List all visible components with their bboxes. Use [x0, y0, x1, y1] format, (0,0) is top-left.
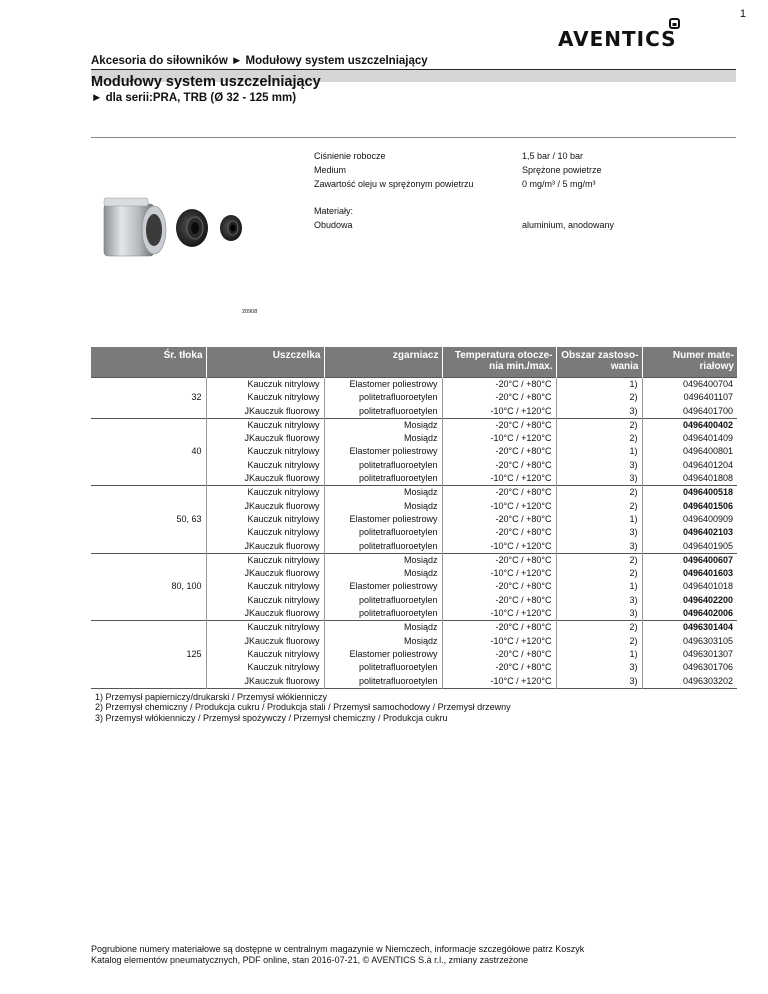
- table-notes: [91, 688, 737, 723]
- cell-seal: Kauczuk nitrylowy: [206, 594, 324, 607]
- cell-application-area: 3): [556, 405, 642, 419]
- aventics-logo: [558, 18, 688, 57]
- cell-piston-diameter: 32: [91, 378, 206, 419]
- cell-wiper: politetrafluoroetylen: [324, 472, 442, 486]
- cell-temperature: -10°C / +120°C: [442, 567, 556, 580]
- page-title: Modułowy system uszczelniający: [91, 74, 321, 90]
- cell-seal: JKauczuk fluorowy: [206, 567, 324, 580]
- cell-temperature: -20°C / +80°C: [442, 391, 556, 404]
- table-group: [91, 486, 737, 553]
- table-row: [91, 378, 737, 392]
- cell-piston-diameter: 50, 63: [91, 486, 206, 553]
- cell-material-number: 0496402200: [682, 594, 733, 605]
- cell-temperature: -20°C / +80°C: [442, 459, 556, 472]
- cell-wiper: Mosiądz: [324, 418, 442, 432]
- cell-material-number: 0496401409: [682, 433, 733, 444]
- cell-wiper: Mosiądz: [324, 567, 442, 580]
- note-2: 2) Przemysł chemiczny / Produkcja cukru / Produkcja stali / Przemysł samochodowy / Przemysł drzewny: [95, 702, 511, 713]
- cell-wiper: Mosiądz: [324, 500, 442, 513]
- cell-application-area: 1): [556, 445, 642, 458]
- cell-application-area: 2): [556, 418, 642, 432]
- cell-seal: JKauczuk fluorowy: [206, 500, 324, 513]
- cell-temperature: -20°C / +80°C: [442, 418, 556, 432]
- cell-temperature: -10°C / +120°C: [442, 500, 556, 513]
- cell-application-area: 2): [556, 553, 642, 567]
- cell-wiper: Elastomer poliestrowy: [324, 648, 442, 661]
- cell-wiper: Mosiądz: [324, 621, 442, 635]
- cell-application-area: 3): [556, 459, 642, 472]
- cell-temperature: -10°C / +120°C: [442, 540, 556, 554]
- cell-temperature: -10°C / +120°C: [442, 635, 556, 648]
- header-material-number: Numer mate- riałowy: [642, 347, 737, 378]
- cell-seal: Kauczuk nitrylowy: [206, 580, 324, 593]
- footer: [91, 944, 584, 966]
- cell-wiper: Elastomer poliestrowy: [324, 580, 442, 593]
- cell-wiper: politetrafluoroetylen: [324, 607, 442, 621]
- cell-seal: JKauczuk fluorowy: [206, 675, 324, 689]
- cell-seal: Kauczuk nitrylowy: [206, 445, 324, 458]
- cell-temperature: -20°C / +80°C: [442, 378, 556, 392]
- cell-temperature: -20°C / +80°C: [442, 648, 556, 661]
- cell-seal: JKauczuk fluorowy: [206, 635, 324, 648]
- spec-value-pressure: 1,5 bar / 10 bar: [522, 151, 584, 161]
- cell-wiper: politetrafluoroetylen: [324, 540, 442, 554]
- cell-wiper: politetrafluoroetylen: [324, 405, 442, 419]
- cell-temperature: -10°C / +120°C: [442, 472, 556, 486]
- cell-wiper: politetrafluoroetylen: [324, 594, 442, 607]
- cell-seal: Kauczuk nitrylowy: [206, 621, 324, 635]
- cell-application-area: 3): [556, 661, 642, 674]
- header-application-area: Obszar zastoso- wania: [556, 347, 642, 378]
- cell-material-number: 0496301404: [642, 621, 737, 635]
- cell-material-number: 0496402006: [682, 608, 733, 619]
- cell-material-number: 0496400704: [642, 378, 737, 392]
- header-temperature: Temperatura otocze- nia min./max.: [442, 347, 556, 378]
- header-seal: Uszczelka: [206, 347, 324, 378]
- cell-temperature: -20°C / +80°C: [442, 553, 556, 567]
- cell-application-area: 2): [556, 391, 642, 404]
- cell-temperature: -10°C / +120°C: [442, 405, 556, 419]
- page-subtitle: ► dla serii:PRA, TRB (Ø 32 - 125 mm): [91, 92, 297, 104]
- cell-seal: Kauczuk nitrylowy: [206, 486, 324, 500]
- cell-application-area: 3): [556, 675, 642, 689]
- cell-temperature: -20°C / +80°C: [442, 594, 556, 607]
- cell-temperature: -20°C / +80°C: [442, 513, 556, 526]
- footer-line-1: Pogrubione numery materiałowe są dostępne w centralnym magazynie w Niemczech, informacje szczegółowe patrz Koszyk: [91, 944, 585, 954]
- cell-material-number: 0496401107: [683, 392, 733, 403]
- cell-temperature: -20°C / +80°C: [442, 486, 556, 500]
- cell-material-number: 0496303202: [682, 675, 733, 686]
- cell-temperature: -20°C / +80°C: [442, 580, 556, 593]
- cell-wiper: politetrafluoroetylen: [324, 391, 442, 404]
- cell-application-area: 3): [556, 472, 642, 486]
- cell-seal: Kauczuk nitrylowy: [206, 661, 324, 674]
- cell-seal: Kauczuk nitrylowy: [206, 459, 324, 472]
- aventics-logo-icon: [558, 18, 688, 52]
- image-code: 20908: [242, 309, 258, 315]
- cell-material-number: 0496401808: [682, 473, 733, 484]
- cell-material-number: 0496401204: [682, 459, 733, 470]
- cell-temperature: -10°C / +120°C: [442, 432, 556, 445]
- cell-material-number: 0496401700: [682, 405, 733, 416]
- cell-temperature: -20°C / +80°C: [442, 526, 556, 539]
- table-header-row: [91, 347, 737, 378]
- spec-value-medium: Sprężone powietrze: [522, 165, 602, 175]
- cell-wiper: politetrafluoroetylen: [324, 675, 442, 689]
- cell-material-number: 0496301307: [682, 648, 733, 659]
- cell-material-number: 0496400909: [682, 513, 733, 524]
- breadcrumb: Akcesoria do siłowników ► Modułowy system uszczelniający: [91, 55, 428, 67]
- cell-seal: JKauczuk fluorowy: [206, 472, 324, 486]
- cell-piston-diameter: 80, 100: [91, 553, 206, 620]
- cell-application-area: 2): [556, 500, 642, 513]
- table-row: [91, 621, 737, 635]
- cell-wiper: Elastomer poliestrowy: [324, 513, 442, 526]
- section-divider: [91, 137, 736, 138]
- material-value-housing: aluminium, anodowany: [522, 220, 615, 230]
- note-3: 3) Przemysł włókienniczy / Przemysł spożywczy / Przemysł chemiczny / Produkcja cukru: [95, 712, 448, 723]
- cell-material-number: 0496400607: [642, 553, 737, 567]
- cell-application-area: 3): [556, 594, 642, 607]
- spec-value-oil: 0 mg/m³ / 5 mg/m³: [522, 179, 596, 189]
- cell-seal: Kauczuk nitrylowy: [206, 513, 324, 526]
- cell-application-area: 3): [556, 526, 642, 539]
- header-piston: Śr. tłoka: [91, 347, 206, 378]
- cell-seal: Kauczuk nitrylowy: [206, 378, 324, 392]
- cell-wiper: Elastomer poliestrowy: [324, 378, 442, 392]
- cell-seal: Kauczuk nitrylowy: [206, 391, 324, 404]
- note-1: 1) Przemysł papierniczy/drukarski / Przemysł włókienniczy: [95, 691, 328, 702]
- cell-seal: JKauczuk fluorowy: [206, 432, 324, 445]
- parts-table: [91, 347, 737, 723]
- table-row: [91, 418, 737, 432]
- cell-temperature: -20°C / +80°C: [442, 621, 556, 635]
- cell-wiper: politetrafluoroetylen: [324, 661, 442, 674]
- cell-application-area: 1): [556, 580, 642, 593]
- cell-seal: JKauczuk fluorowy: [206, 607, 324, 621]
- table-group: [91, 621, 737, 688]
- material-label-housing: Obudowa: [314, 220, 353, 230]
- cell-material-number: 0496401506: [682, 500, 733, 511]
- cell-material-number: 0496400801: [682, 446, 733, 457]
- spec-label-medium: Medium: [314, 165, 347, 175]
- cell-application-area: 1): [556, 378, 642, 392]
- cell-material-number: 0496401603: [682, 568, 733, 579]
- cell-application-area: 2): [556, 621, 642, 635]
- cell-seal: Kauczuk nitrylowy: [206, 526, 324, 539]
- cell-application-area: 1): [556, 648, 642, 661]
- cell-seal: JKauczuk fluorowy: [206, 540, 324, 554]
- product-image: [98, 190, 248, 275]
- cell-material-number: 0496402103: [682, 527, 733, 538]
- brand-text: AVENTICS: [558, 27, 677, 51]
- cell-wiper: politetrafluoroetylen: [324, 459, 442, 472]
- cell-seal: Kauczuk nitrylowy: [206, 648, 324, 661]
- cell-application-area: 2): [556, 635, 642, 648]
- cell-temperature: -20°C / +80°C: [442, 661, 556, 674]
- cell-seal: JKauczuk fluorowy: [206, 405, 324, 419]
- cell-wiper: Mosiądz: [324, 553, 442, 567]
- cell-wiper: Elastomer poliestrowy: [324, 445, 442, 458]
- cell-piston-diameter: 125: [91, 621, 206, 688]
- materials-heading: Materiały:: [314, 206, 354, 216]
- table-group: [91, 378, 737, 419]
- cell-temperature: -10°C / +120°C: [442, 607, 556, 621]
- cell-application-area: 1): [556, 513, 642, 526]
- table-row: [91, 486, 737, 500]
- cell-wiper: Mosiądz: [324, 432, 442, 445]
- cell-wiper: Mosiądz: [324, 635, 442, 648]
- spec-label-pressure: Ciśnienie robocze: [314, 151, 386, 161]
- cell-piston-diameter: 40: [91, 418, 206, 485]
- cell-application-area: 2): [556, 486, 642, 500]
- cell-application-area: 2): [556, 567, 642, 580]
- cell-application-area: 3): [556, 540, 642, 554]
- table-row: [91, 553, 737, 567]
- cell-wiper: Mosiądz: [324, 486, 442, 500]
- cell-material-number: 0496401018: [682, 581, 733, 592]
- cell-material-number: 0496400518: [642, 486, 737, 500]
- cell-material-number: 0496400402: [642, 418, 737, 432]
- cell-material-number: 0496303105: [682, 635, 733, 646]
- cell-seal: Kauczuk nitrylowy: [206, 418, 324, 432]
- cell-application-area: 3): [556, 607, 642, 621]
- cell-material-number: 0496401905: [682, 540, 733, 551]
- cell-temperature: -10°C / +120°C: [442, 675, 556, 689]
- cell-material-number: 0496301706: [682, 662, 733, 673]
- cell-seal: Kauczuk nitrylowy: [206, 553, 324, 567]
- cell-application-area: 2): [556, 432, 642, 445]
- footer-line-2: Katalog elementów pneumatycznych, PDF online, stan 2016-07-21, © AVENTICS S.à r.l., zmiany zastrzeżone: [91, 955, 529, 965]
- header-wiper: zgarniacz: [324, 347, 442, 378]
- table-group: [91, 418, 737, 485]
- table-notes-row: [91, 688, 737, 723]
- cell-wiper: politetrafluoroetylen: [324, 526, 442, 539]
- page-number: 1: [739, 8, 746, 20]
- table-group: [91, 553, 737, 620]
- cell-temperature: -20°C / +80°C: [442, 445, 556, 458]
- spec-label-oil: Zawartość oleju w sprężonym powietrzu: [314, 179, 474, 189]
